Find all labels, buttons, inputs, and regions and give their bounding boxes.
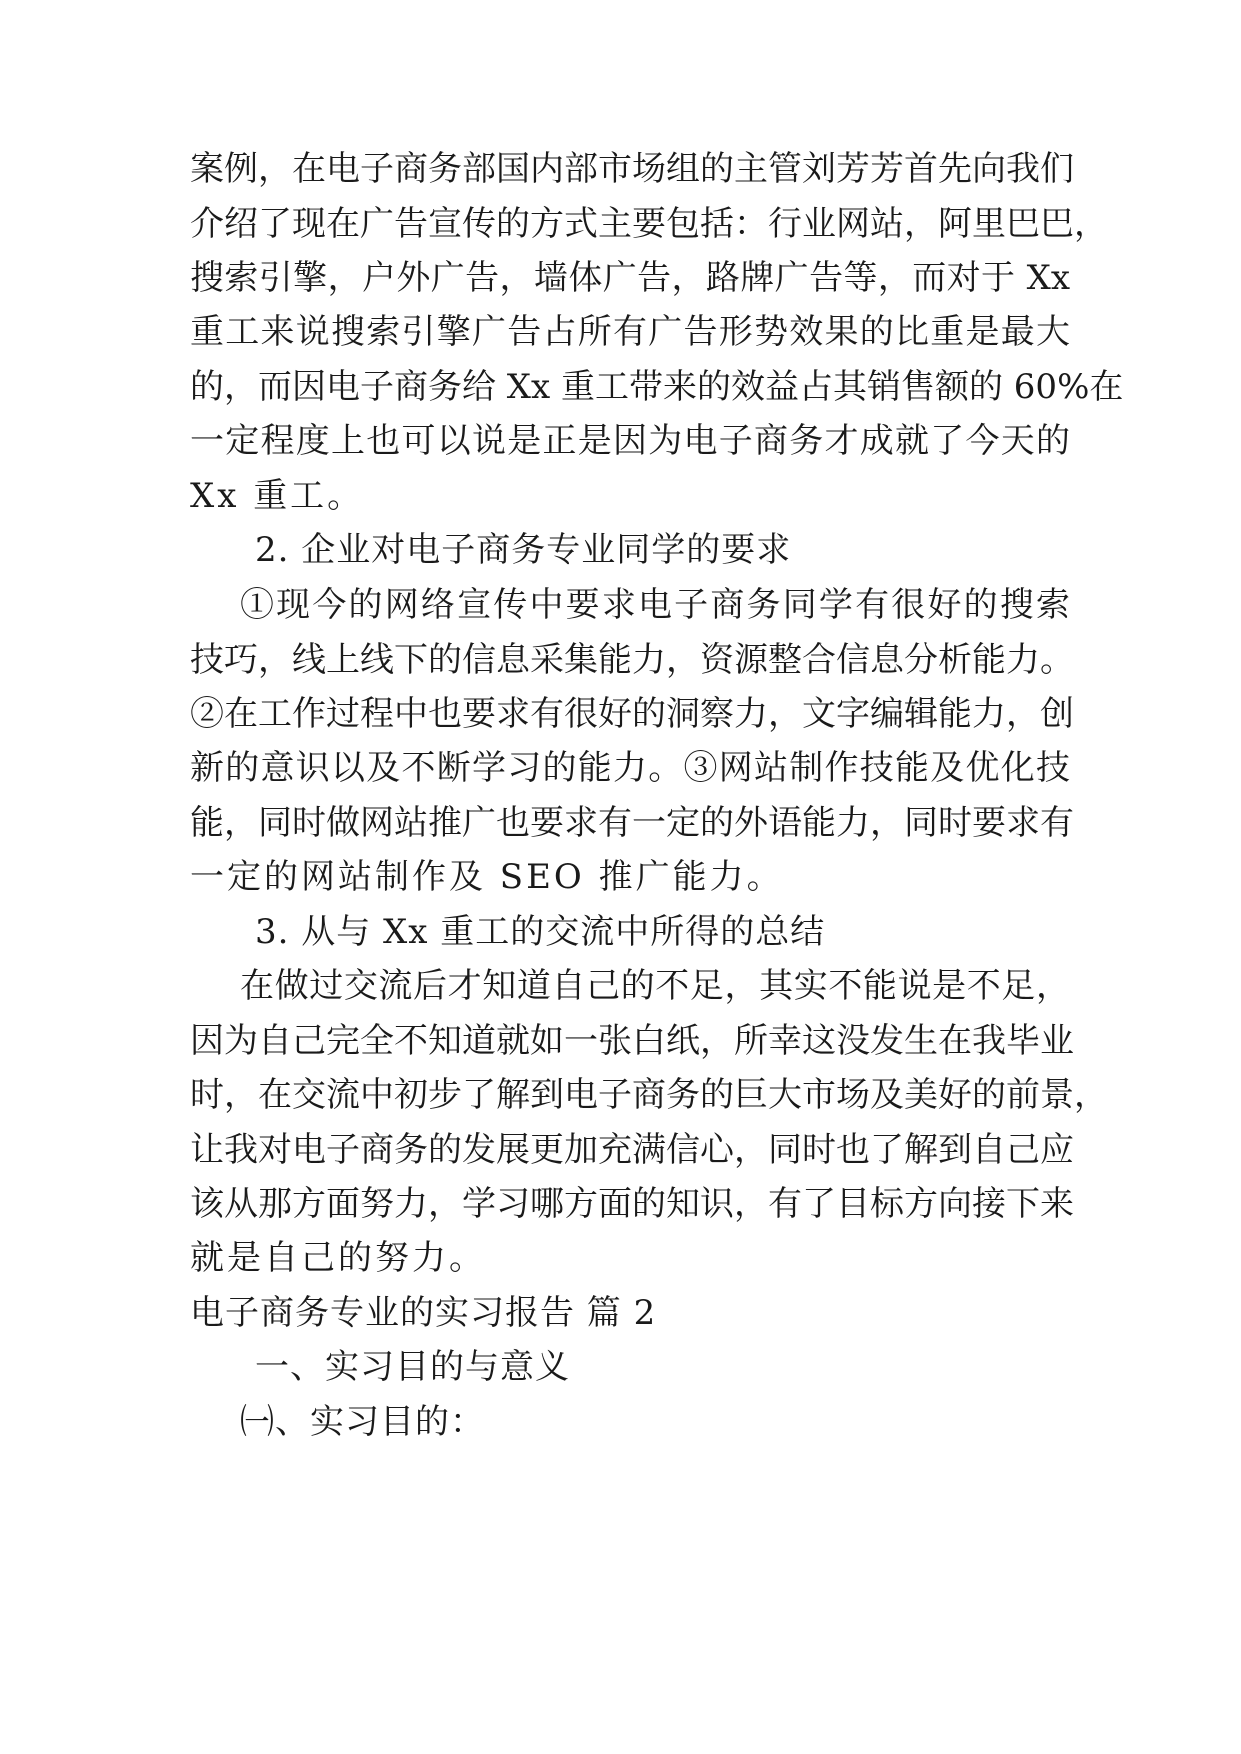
subsection-heading: ㈠、实习目的： (240, 1402, 485, 1442)
paragraph-line: 技巧，线上线下的信息采集能力，资源整合信息分析能力。 (190, 640, 1074, 680)
paragraph-line: 新的意识以及不断学习的能力。③网站制作技能及优化技 (190, 748, 1070, 788)
paragraph-line: 重工来说搜索引擎广告占所有广告形势效果的比重是最大 (190, 312, 1070, 352)
paragraph-line: 让我对电子商务的发展更加充满信心，同时也了解到自己应 (190, 1130, 1074, 1170)
paragraph-line: 时，在交流中初步了解到电子商务的巨大市场及美好的前景， (190, 1075, 1108, 1115)
paragraph-line: 的，而因电子商务给 Xx 重工带来的效益占其销售额的 60%在 (190, 367, 1124, 407)
paragraph-line: ②在工作过程中也要求有很好的洞察力，文字编辑能力，创 (190, 694, 1074, 734)
paragraph-line: 在做过交流后才知道自己的不足，其实不能说是不足， (240, 966, 1070, 1006)
paragraph-line: 一定的网站制作及 SEO 推广能力。 (190, 857, 784, 897)
paragraph-line: 就是自己的努力。 (190, 1238, 486, 1278)
paragraph-line: Xx 重工。 (190, 476, 365, 516)
paragraph-line: ①现今的网络宣传中要求电子商务同学有很好的搜索 (240, 585, 1070, 625)
paragraph-line: 该从那方面努力，学习哪方面的知识，有了目标方向接下来 (190, 1184, 1074, 1224)
paragraph-line: 介绍了现在广告宣传的方式主要包括：行业网站，阿里巴巴， (190, 204, 1108, 244)
section-heading: 3. 从与 Xx 重工的交流中所得的总结 (255, 912, 826, 952)
paragraph-line: 搜索引擎，户外广告，墙体广告，路牌广告等，而对于 Xx (190, 258, 1070, 298)
paragraph-line: 案例，在电子商务部国内部市场组的主管刘芳芳首先向我们 (190, 149, 1074, 189)
paragraph-line: 因为自己完全不知道就如一张白纸，所幸这没发生在我毕业 (190, 1021, 1074, 1061)
paragraph-line: 一定程度上也可以说是正是因为电子商务才成就了今天的 (190, 421, 1070, 461)
section-heading: 2. 企业对电子商务专业同学的要求 (255, 530, 792, 570)
report-title: 电子商务专业的实习报告 篇 2 (190, 1293, 657, 1333)
paragraph-line: 能，同时做网站推广也要求有一定的外语能力，同时要求有 (190, 803, 1074, 843)
section-heading: 一、实习目的与意义 (255, 1347, 570, 1387)
